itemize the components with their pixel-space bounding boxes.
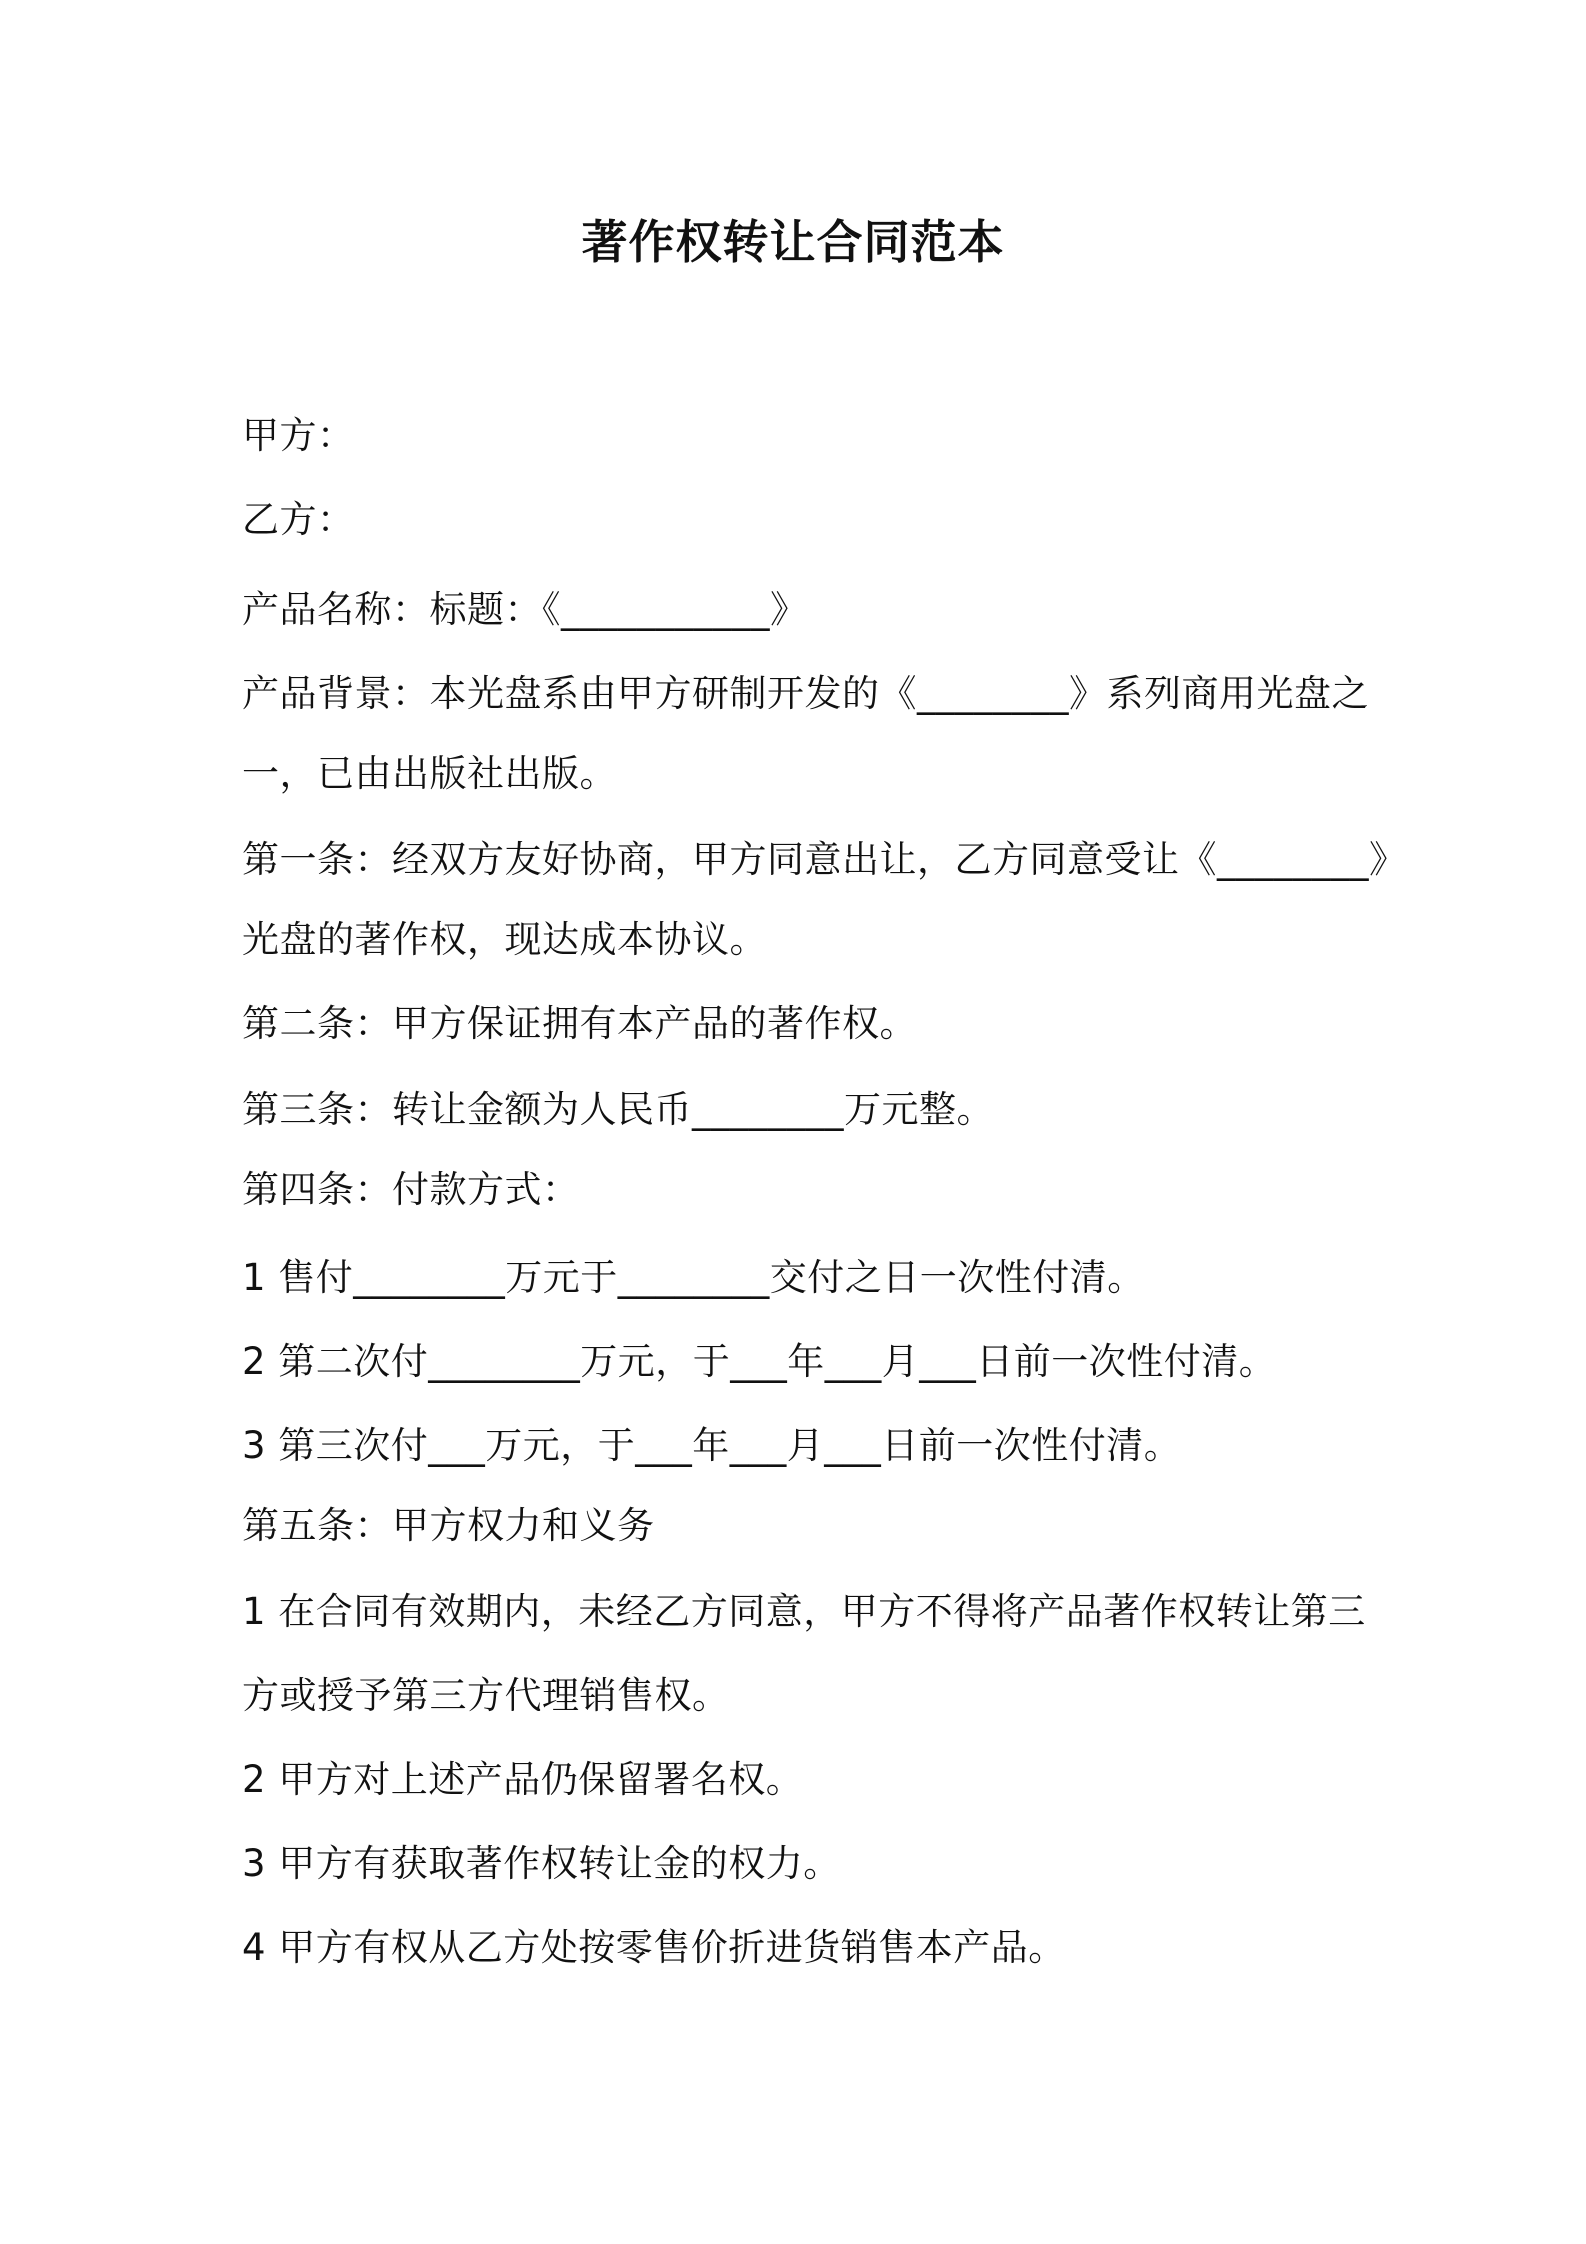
article-1-line-1: 第一条：经双方友好协商，甲方同意出让，乙方同意受让《________》 xyxy=(242,838,1407,881)
payment-item-2: 2 第二次付________万元，于___年___月___日前一次性付清。 xyxy=(242,1340,1277,1383)
party-a-duty-1-line-2: 方或授予第三方代理销售权。 xyxy=(242,1674,730,1717)
party-b-line: 乙方： xyxy=(242,498,355,541)
article-1-line-2: 光盘的著作权，现达成本协议。 xyxy=(242,918,767,961)
product-background-line-1: 产品背景：本光盘系由甲方研制开发的《________》系列商用光盘之 xyxy=(242,672,1369,715)
article-2-line: 第二条：甲方保证拥有本产品的著作权。 xyxy=(242,1002,917,1045)
party-a-duty-1-line-1: 1 在合同有效期内，未经乙方同意，甲方不得将产品著作权转让第三 xyxy=(242,1590,1366,1633)
payment-item-1: 1 售付________万元于________交付之日一次性付清。 xyxy=(242,1256,1145,1299)
payment-item-3: 3 第三次付___万元，于___年___月___日前一次性付清。 xyxy=(242,1424,1182,1467)
party-a-line: 甲方： xyxy=(242,414,355,457)
product-name-line: 产品名称：标题：《___________》 xyxy=(242,588,808,631)
party-a-duty-4-line: 4 甲方有权从乙方处按零售价折进货销售本产品。 xyxy=(242,1926,1066,1969)
document-title: 著作权转让合同范本 xyxy=(581,215,1005,269)
article-5-line: 第五条：甲方权力和义务 xyxy=(242,1504,655,1547)
product-background-line-2: 一，已由出版社出版。 xyxy=(242,752,617,795)
article-4-line: 第四条：付款方式： xyxy=(242,1168,580,1211)
article-3-line: 第三条：转让金额为人民币________万元整。 xyxy=(242,1088,994,1131)
party-a-duty-3-line: 3 甲方有获取著作权转让金的权力。 xyxy=(242,1842,841,1885)
party-a-duty-2-line: 2 甲方对上述产品仍保留署名权。 xyxy=(242,1758,804,1801)
